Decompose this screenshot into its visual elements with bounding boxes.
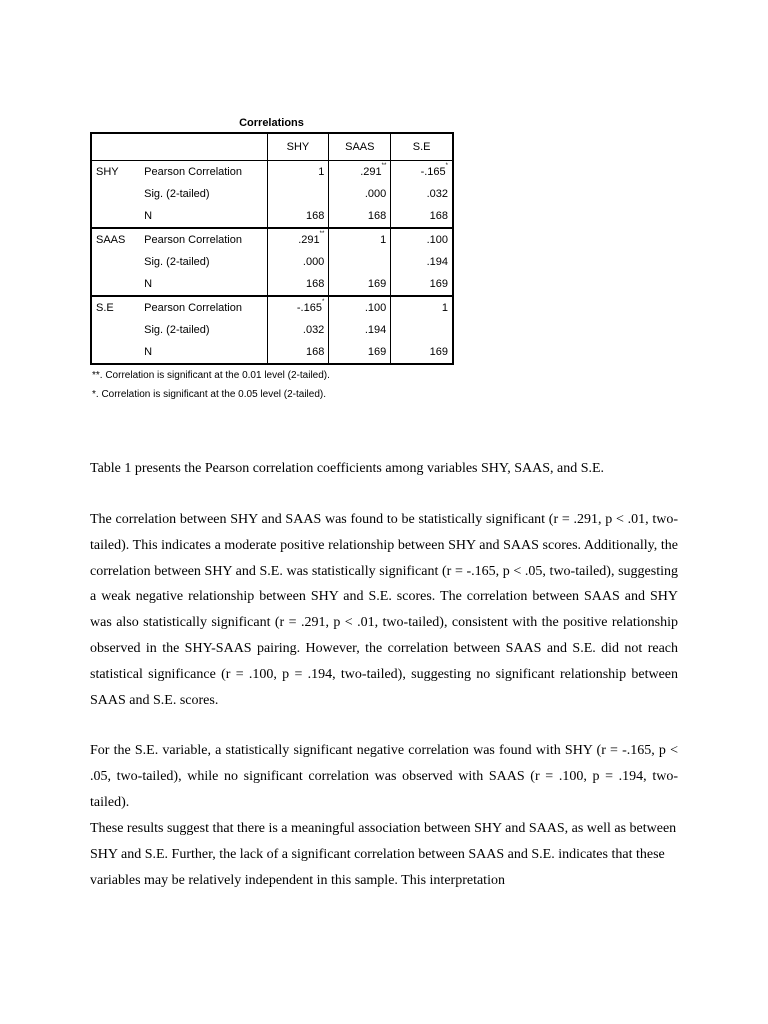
paragraph-text: For the S.E. variable, a statistically significant negative correlation was found with SHY (r = -.165, p < .05, two-tailed), while no significant correlation was observed with SAAS (r = .100, p = .194, two-tailed). [90, 743, 678, 810]
table-title: Correlations [239, 117, 304, 129]
paragraph-results [90, 507, 678, 713]
cell-value: 169 [367, 278, 387, 290]
table-cell [329, 205, 391, 228]
row-variable-label: S.E [96, 302, 114, 314]
table-cell [391, 251, 453, 273]
cell-value: .194 [426, 256, 448, 268]
footnote-001: **. Correlation is significant at the 0.01 level (2-tailed). [92, 370, 330, 381]
table-row [91, 273, 453, 296]
paragraph-text: These results suggest that there is a meaningful association between SHY and SAAS, as well as between SHY and S.E. Further, the lack of a significant correlation between SAAS and S.E. indicates that these variables may be relatively independent in this sample. This interpretation [90, 821, 677, 888]
table-row [91, 251, 453, 273]
row-statistic-label: Sig. (2-tailed) [140, 319, 267, 341]
column-header-saas: SAAS [329, 133, 391, 161]
paragraph-text: Table 1 presents the Pearson correlation coefficients among variables SHY, SAAS, and S.E. [90, 461, 605, 476]
table-cell [267, 296, 329, 319]
cell-value: -.165 [296, 302, 322, 314]
table-cell [267, 341, 329, 364]
cell-value: .000 [302, 256, 325, 268]
cell-value: 168 [305, 346, 325, 358]
table-cell [391, 205, 453, 228]
row-variable-label [91, 273, 140, 296]
cell-value: .100 [426, 234, 448, 246]
table-row [91, 228, 453, 251]
row-variable-label [91, 341, 140, 364]
cell-value: 169 [429, 346, 448, 358]
table-row [91, 319, 453, 341]
cell-value: 169 [429, 278, 448, 290]
row-variable-label [91, 183, 140, 205]
paragraph-intro [90, 456, 678, 482]
table-cell [391, 183, 453, 205]
cell-value: .000 [364, 188, 387, 200]
table-row [91, 205, 453, 228]
table-cell [329, 296, 391, 319]
table-cell [329, 319, 391, 341]
table-cell [329, 228, 391, 251]
header-blank-stat [140, 133, 267, 161]
row-statistic-label: N [140, 341, 267, 364]
cell-value: -.165 [420, 166, 446, 178]
table-cell [391, 319, 453, 341]
table-cell [267, 273, 329, 296]
cell-value: .194 [364, 324, 387, 336]
row-variable-label: SAAS [96, 234, 126, 246]
significance-mark: ** [319, 231, 325, 237]
cell-value: .291 [360, 166, 382, 178]
cell-value: 168 [367, 210, 387, 222]
cell-value: 169 [367, 346, 387, 358]
table-header-row [91, 133, 453, 161]
cell-value: 168 [305, 210, 325, 222]
row-variable-label [91, 319, 140, 341]
cell-value: 1 [318, 166, 325, 178]
cell-value: .291 [298, 234, 320, 246]
paragraph-conclusion [90, 816, 678, 893]
column-header-shy: SHY [267, 133, 329, 161]
row-statistic-label: N [140, 273, 267, 296]
row-statistic-label: Sig. (2-tailed) [140, 251, 267, 273]
table-cell [267, 183, 329, 205]
row-variable-label: SHY [96, 166, 119, 178]
cell-value: 168 [305, 278, 325, 290]
cell-value: .100 [364, 302, 387, 314]
table-cell [329, 183, 391, 205]
row-statistic-label: Pearson Correlation [140, 296, 267, 319]
cell-value: 168 [429, 210, 448, 222]
table-cell [391, 161, 453, 184]
table-cell [329, 341, 391, 364]
table-row [91, 161, 453, 184]
correlations-table [90, 132, 454, 365]
footnote-005: *. Correlation is significant at the 0.05 level (2-tailed). [92, 389, 327, 400]
row-statistic-label: Pearson Correlation [140, 228, 267, 251]
paragraph-se-variable [90, 738, 678, 815]
row-statistic-label: Sig. (2-tailed) [140, 183, 267, 205]
table-cell [329, 161, 391, 184]
significance-mark: * [445, 163, 448, 169]
table-cell [391, 296, 453, 319]
significance-mark: * [321, 299, 325, 305]
row-statistic-label: N [140, 205, 267, 228]
cell-value: 1 [441, 302, 448, 314]
table-row [91, 183, 453, 205]
table-cell [267, 251, 329, 273]
table-cell [391, 273, 453, 296]
cell-value: .032 [426, 188, 448, 200]
row-statistic-label: Pearson Correlation [140, 161, 267, 184]
row-variable-label [91, 205, 140, 228]
paragraph-text: The correlation between SHY and SAAS was found to be statistically significant (r = .291, p < .01, two-tailed). This indicates a moderate positive relationship between SHY and SAAS scores. Additionally, the correlation between SHY and S.E. was statistically significant (r = -.165, p < .05, two-tailed), suggesting a weak negative relationship between SHY and S.E. scores. The correlation between SAAS and SHY was also statistically significant (r = .291, p < .01, two-tailed), consistent with the positive relationship observed in the SHY-SAAS pairing. However, the correlation between SAAS and S.E. did not reach statistical significance (r = .100, p = .194, two-tailed), suggesting no significant relationship between SAAS and S.E. scores. [90, 512, 678, 708]
cell-value: 1 [380, 234, 387, 246]
table-cell [391, 341, 453, 364]
table-cell [329, 251, 391, 273]
table-row [91, 341, 453, 364]
table-cell [329, 273, 391, 296]
header-blank-var [91, 133, 140, 161]
table-cell [267, 319, 329, 341]
row-variable-label [91, 251, 140, 273]
table-cell [267, 205, 329, 228]
table-row [91, 296, 453, 319]
table-cell [391, 228, 453, 251]
cell-value: .032 [302, 324, 325, 336]
table-cell [267, 161, 329, 184]
significance-mark: ** [381, 163, 387, 169]
table-cell [267, 228, 329, 251]
column-header-se: S.E [391, 133, 453, 161]
